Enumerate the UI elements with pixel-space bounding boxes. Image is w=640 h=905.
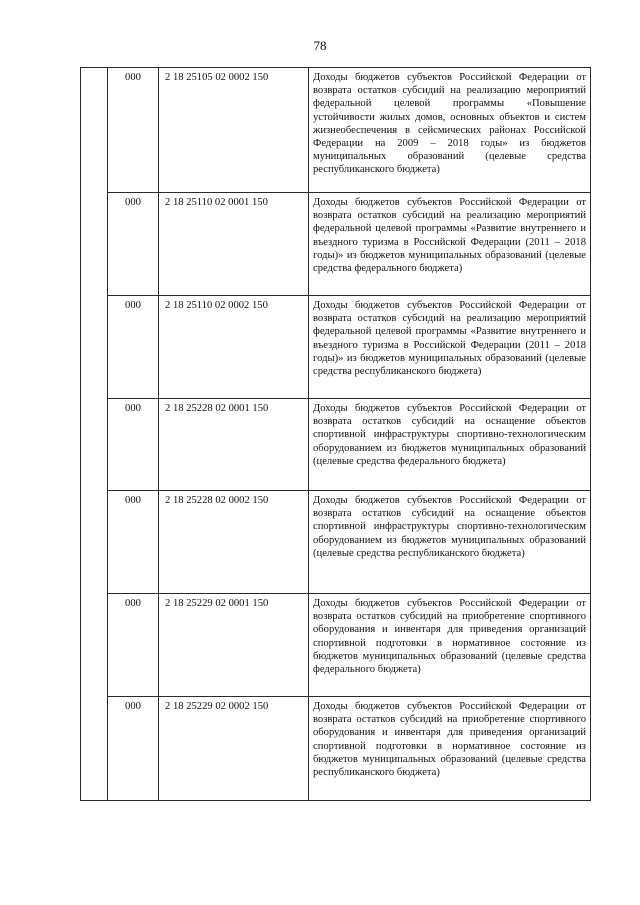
budget-code-cell: 2 18 25110 02 0001 150 <box>159 193 309 296</box>
admin-code-cell: 000 <box>108 697 159 801</box>
table-row <box>81 697 591 801</box>
table-row <box>81 594 591 697</box>
budget-code-cell: 2 18 25229 02 0002 150 <box>159 697 309 801</box>
budget-code-cell: 2 18 25229 02 0001 150 <box>159 594 309 697</box>
table-row <box>81 68 591 193</box>
revenue-name-cell: Доходы бюджетов субъектов Российской Федерации от возврата остатков субсидий на реализацию мероприятий федеральной целевой программы «Развитие внутреннего и въездного туризма в Российской Федерации (2011 – 2018 годы)» из бюджетов муниципальных образований (целевые средства республиканского бюджета) <box>309 296 591 399</box>
budget-code-cell: 2 18 25105 02 0002 150 <box>159 68 309 193</box>
revenue-name-cell: Доходы бюджетов субъектов Российской Федерации от возврата остатков субсидий на реализацию мероприятий федеральной целевой программы «Повышение устойчивости жилых домов, основных объектов и систем жизнеобеспечения в сейсмических районах Российской Федерации на 2009 – 2018 годы» из бюджетов муниципальных образований (целевые средства республиканского бюджета) <box>309 68 591 193</box>
table-cell-empty <box>81 68 108 801</box>
admin-code-cell: 000 <box>108 68 159 193</box>
revenue-name-cell: Доходы бюджетов субъектов Российской Федерации от возврата остатков субсидий на оснащение объектов спортивной инфраструктуры спортивно-технологическим оборудованием из бюджетов муниципальных образований (целевые средства республиканского бюджета) <box>309 491 591 594</box>
budget-code-cell: 2 18 25110 02 0002 150 <box>159 296 309 399</box>
revenue-name-cell: Доходы бюджетов субъектов Российской Федерации от возврата остатков субсидий на приобретение спортивного оборудования и инвентаря для приведения организаций спортивной подготовки в нормативное состояние из бюджетов муниципальных образований (целевые средства федерального бюджета) <box>309 594 591 697</box>
table-row <box>81 491 591 594</box>
page-number: 78 <box>313 38 327 53</box>
table-row <box>81 399 591 491</box>
budget-code-cell: 2 18 25228 02 0001 150 <box>159 399 309 491</box>
revenue-name-cell: Доходы бюджетов субъектов Российской Федерации от возврата остатков субсидий на реализацию мероприятий федеральной целевой программы «Развитие внутреннего и въездного туризма в Российской Федерации (2011 – 2018 годы)» из бюджетов муниципальных образований (целевые средства федерального бюджета) <box>309 193 591 296</box>
admin-code-cell: 000 <box>108 296 159 399</box>
admin-code-cell: 000 <box>108 193 159 296</box>
admin-code-cell: 000 <box>108 399 159 491</box>
revenue-name-cell: Доходы бюджетов субъектов Российской Федерации от возврата остатков субсидий на оснащение объектов спортивной инфраструктуры спортивно-технологическим оборудованием из бюджетов муниципальных образований (целевые средства федерального бюджета) <box>309 399 591 491</box>
revenue-name-cell: Доходы бюджетов субъектов Российской Федерации от возврата остатков субсидий на приобретение спортивного оборудования и инвентаря для приведения организаций спортивной подготовки в нормативное состояние из бюджетов муниципальных образований (целевые средства республиканского бюджета) <box>309 697 591 801</box>
table-row <box>81 296 591 399</box>
admin-code-cell: 000 <box>108 491 159 594</box>
admin-code-cell: 000 <box>108 594 159 697</box>
table-row <box>81 193 591 296</box>
budget-code-cell: 2 18 25228 02 0002 150 <box>159 491 309 594</box>
revenue-codes-table <box>80 67 591 801</box>
